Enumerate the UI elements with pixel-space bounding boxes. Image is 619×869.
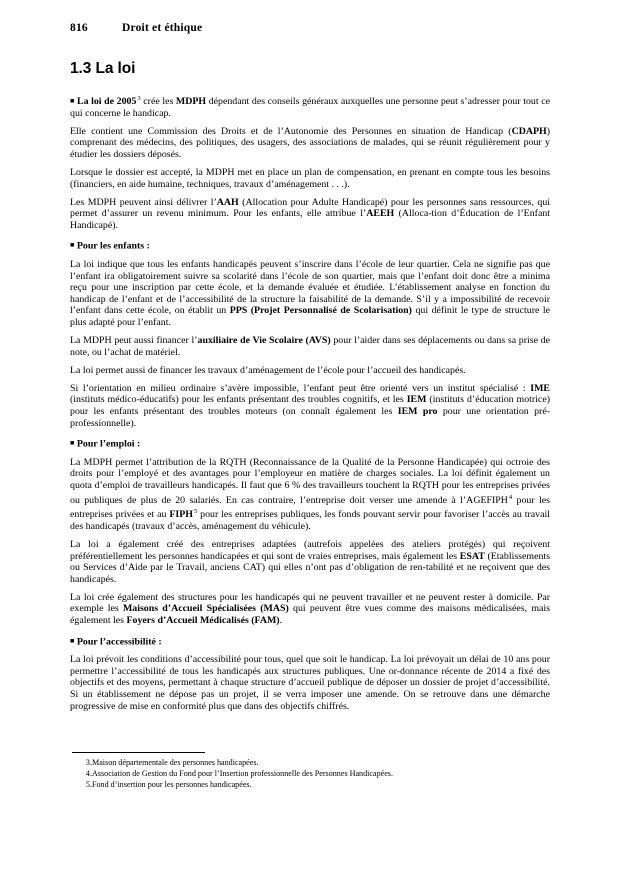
paragraph-accessibilite: La loi prévoit les conditions d’accessibilité pour tous, quel que soit le handicap. La loi prévoyait un délai de 10 ans pour permettre l’accessibilité de tous les handicapés aux structures publiques. Une or-donnance récente de 2014 a fixé des objectifs et des moyens, permettant à chaque structure d’accueil publique de déposer un dossier de projet d’accessibilité. Si un établissement ne dépose pas un projet, il se verra imposer une amende. On se retrouve dans une démarche progressive de mise en conformité plus que dans des objectifs chiffrés. bbox=[70, 654, 550, 712]
term-iem: IEM bbox=[406, 394, 427, 406]
footnote-separator-rule bbox=[72, 752, 205, 753]
square-bullet-icon: ■ bbox=[70, 241, 75, 250]
text-fragment: La loi crée également des structures pour les handicapés qui ne peuvent travailler et ne peuvent rester à domicile. Par exemple les bbox=[70, 591, 550, 615]
term-avs: auxiliaire de Vie Scolaire (AVS) bbox=[197, 335, 331, 347]
text-fragment: (Alloca-tion d’Éducation de l’Enfant Handicapé). bbox=[70, 208, 551, 231]
subheading-label: Pour l’emploi : bbox=[76, 438, 141, 450]
text-fragment: Les MDPH peuvent ainsi délivrer l’ bbox=[70, 196, 217, 208]
subheading-label: Pour l’accessibilité : bbox=[76, 636, 162, 648]
term-fam: Foyers d’Accueil Médicalisés (FAM) bbox=[126, 614, 280, 626]
footnote-ref-5[interactable]: 5 bbox=[193, 508, 198, 516]
paragraph-inscription-ecole bbox=[70, 259, 550, 329]
footnote-text: Association de Gestion du Fond pour l’Insertion professionnelle des Personnes Handicapées. bbox=[92, 768, 393, 778]
page-folio: 816 bbox=[70, 22, 88, 34]
subheading-pour-laccessibilite bbox=[70, 636, 550, 648]
term-fiph: FIPH bbox=[169, 509, 193, 521]
term-iem-pro: IEM pro bbox=[397, 406, 438, 418]
paragraph-mas-fam bbox=[70, 592, 550, 627]
text-fragment: dépendant des conseils généraux auxquelles une personne peut s’adresser pour tout ce qui concerne le handicap. bbox=[70, 96, 550, 119]
text-fragment: crée les bbox=[140, 96, 176, 107]
footnote-item bbox=[70, 769, 550, 779]
text-fragment: . bbox=[279, 614, 283, 626]
text-fragment: pour les entreprises privées et au bbox=[70, 494, 550, 521]
term-cdaph: CDAPH bbox=[511, 125, 547, 137]
footnote-number: 5. bbox=[85, 779, 92, 789]
footnote-text: Maison départementale des personnes handicapées. bbox=[92, 758, 259, 767]
term-aah: AAH bbox=[216, 196, 239, 208]
footnote-item bbox=[70, 780, 550, 790]
subheading-label: Pour les enfants : bbox=[76, 240, 150, 252]
term-pps: PPS (Projet Personnalisé de Scolarisation) bbox=[229, 305, 412, 317]
text-fragment: (Etablissements ou Services d’Aide par le Travail, anciens CAT) qui elles n’ont pas d’obligation de ren-tabilité et ne reçoivent que des handicapés. bbox=[70, 550, 550, 585]
paragraph-plan-compensation: Lorsque le dossier est accepté, la MDPH met en place un plan de compensation, en prenant en compte tous les besoins (financiers, en aide humaine, techniques, travaux d’aménagement . . .). bbox=[70, 166, 550, 190]
square-bullet-icon: ■ bbox=[70, 439, 75, 448]
term-mas: Maisons d’Accueil Spécialisées (MAS) bbox=[122, 603, 289, 615]
footnote-ref-4[interactable]: 4 bbox=[508, 493, 513, 501]
subheading-pour-lemploi bbox=[70, 438, 550, 450]
term-mdph: MDPH bbox=[175, 96, 207, 107]
text-fragment: (instituts d’éducation motrice) pour les enfants présentant des troubles moteurs (on connaît également les bbox=[70, 394, 550, 418]
footnote-number: 4. bbox=[85, 768, 92, 778]
paragraph-loi-2005 bbox=[70, 93, 550, 119]
page-content bbox=[70, 22, 550, 719]
text-fragment: Si l’orientation en milieu ordinaire s’avère impossible, l’enfant peut être orienté vers un institut spécialisé : bbox=[70, 382, 531, 394]
paragraph-rqth bbox=[70, 457, 550, 533]
paragraph-aah-aeeh bbox=[70, 197, 550, 232]
paragraph-esat bbox=[70, 539, 550, 585]
footnote-item bbox=[70, 758, 550, 768]
text-fragment: (instituts médico-éducatifs) pour les enfants présentant des troubles cognitifs, et les bbox=[70, 394, 407, 406]
paragraph-travaux-amenagement: La loi permet aussi de financer les travaux d’aménagement de l’école pour l’accueil des handicapés. bbox=[70, 364, 466, 376]
text-fragment: La loi a également créé des entreprises adaptées (autrefois appelées des ateliers protégés) qui reçoivent préférentiellement les personnes handicapées et qui sont de vraies entreprises, mais également les bbox=[70, 538, 550, 562]
text-fragment: pour une orientation pré-professionnelle). bbox=[70, 406, 550, 429]
page-title: 1.3 La loi bbox=[70, 60, 136, 77]
term-esat: ESAT bbox=[459, 550, 485, 562]
text-fragment: La MDPH peut aussi financer l’ bbox=[70, 335, 198, 347]
paragraph-ime-iem bbox=[70, 383, 550, 429]
footnote-text: Fond d’insertion pour les personnes handicapées. bbox=[92, 779, 252, 789]
text-fragment: La loi indique que tous les enfants handicapés peuvent s’inscrire dans l’école de leur quartier. Cela ne signifie pas que l’enfant ira obligatoirement suivre sa scolarité dans l’école de son quartier, mais que l’enfant doit donc être a minima reçu pour une inscription par cette école, et la demande évaluée et étudiée. L’établissement analyse en fonction du handicap de l’enfant et de l’accessibilité de la structure la faisabilité de la demande. S’il y a impossibilité de recevoir l’enfant dans cette école, on établit un bbox=[70, 259, 550, 317]
text-fragment: qui peuvent être vues comme des maisons médicalisées, mais également les bbox=[70, 603, 550, 626]
paragraph-cdaph bbox=[70, 126, 550, 161]
text-fragment: (Allocation pour Adulte Handicapé) pour les personnes sans ressources, qui permet d’assurer un revenu minimum. Pour les enfants, elle attribue l’ bbox=[70, 196, 550, 220]
running-title: Droit et éthique bbox=[122, 22, 203, 34]
term-loi-2005: La loi de 2005 bbox=[76, 96, 137, 107]
subheading-pour-les-enfants bbox=[70, 240, 550, 252]
square-bullet-icon: ■ bbox=[70, 96, 75, 105]
term-ime: IME bbox=[530, 382, 550, 394]
footnote-ref-3[interactable]: 3 bbox=[137, 95, 141, 102]
square-bullet-icon: ■ bbox=[70, 636, 75, 645]
footnote-area bbox=[70, 752, 550, 790]
term-aeeh: AEEH bbox=[366, 208, 395, 220]
text-fragment: qui définit le type de structure le plus adapté pour l’enfant. bbox=[70, 305, 551, 328]
running-header bbox=[70, 22, 550, 34]
footnote-list bbox=[70, 758, 550, 790]
footnote-number: 3. bbox=[85, 758, 92, 767]
text-fragment: Elle contient une Commission des Droits et de l’Autonomie des Personnes en situation de Handicap (CDAPH) comprenant des médecins, des politiques, des usagers, des associations de malades, qui se réunit régulièrement pour y étudier les dossiers déposés. bbox=[70, 125, 550, 160]
text-fragment: pour l’aider dans ses déplacements ou dans sa prise de note, ou l’achat de matériel. bbox=[70, 335, 550, 358]
text-fragment: pour les entreprises publiques, les fonds pouvant servir pour favoriser l’accès au travail des handicapés (travaux d’accès, aménagement du véhicule). bbox=[70, 509, 550, 532]
paragraph-avs bbox=[70, 335, 550, 358]
text-fragment: La MDPH permet l’attribution de la RQTH (Reconnaissance de la Qualité de la Personne Handicapée) qui octroie des droits pour l’employé et des avantages pour l’employeur en matière de charges sociales. La loi définit également un quota d’emploi de travailleurs handicapés. Il faut que 6 % des travailleurs touchent la RQTH pour les entreprises privées ou publiques de plus de 20 salariés. En cas contraire, l’entreprise doit verser une amende à l’AGEFIPH bbox=[70, 456, 550, 506]
